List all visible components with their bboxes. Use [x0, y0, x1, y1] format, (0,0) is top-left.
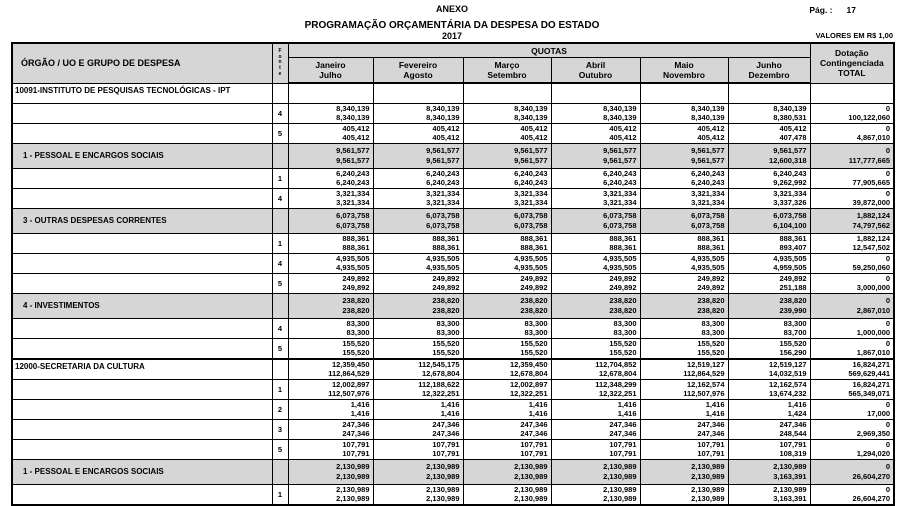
month-value-cell: 155,520 155,520: [640, 338, 728, 359]
month-value-cell: 1,416 1,416: [373, 399, 463, 419]
table-row: [12, 208, 894, 233]
org-label-cell: [12, 123, 272, 143]
month-value-cell: 107,791 107,791: [373, 439, 463, 459]
fonte-cell: 1: [272, 379, 288, 399]
month-value-cell: 12,519,127 112,864,529: [640, 359, 728, 380]
currency-note: VALORES EM R$ 1,00: [815, 31, 893, 40]
month-value-cell: 9,561,577 9,561,577: [373, 143, 463, 168]
org-label-cell: 12000-SECRETARIA DA CULTURA: [12, 359, 272, 380]
table-row: [12, 419, 894, 439]
month-value-cell: 107,791 107,791: [463, 439, 551, 459]
table-row: [12, 439, 894, 459]
month-value-cell: 12,002,897 12,322,251: [463, 379, 551, 399]
month-value-cell: 238,820 238,820: [463, 293, 551, 318]
table-row: [12, 273, 894, 293]
month-value-cell: 2,130,989 2,130,989: [640, 459, 728, 484]
table-row: [12, 83, 894, 103]
month-value-cell: 1,416 1,416: [640, 399, 728, 419]
month-value-cell: 2,130,989 3,163,391: [728, 459, 810, 484]
month-value-cell: 12,002,897 112,507,976: [288, 379, 373, 399]
month-value-cell: 83,300 83,300: [551, 318, 640, 338]
month-value-cell: 8,340,139 8,340,139: [640, 103, 728, 123]
month-value-cell: 83,300 83,700: [728, 318, 810, 338]
month-value-cell: 238,820 238,820: [640, 293, 728, 318]
month-value-cell: 888,361 888,361: [463, 233, 551, 253]
total-value-cell: 0 117,777,665: [810, 143, 894, 168]
fonte-cell: 1: [272, 233, 288, 253]
month-value-cell: 888,361 893,407: [728, 233, 810, 253]
table-row: [12, 103, 894, 123]
month-value-cell: 249,892 251,188: [728, 273, 810, 293]
fonte-cell: 5: [272, 273, 288, 293]
org-label-cell: [12, 318, 272, 338]
month-value-cell: 155,520 155,520: [463, 338, 551, 359]
month-value-cell: 112,188,622 12,322,251: [373, 379, 463, 399]
org-label-cell: [12, 233, 272, 253]
fonte-cell: [272, 143, 288, 168]
month-value-cell: 83,300 83,300: [373, 318, 463, 338]
total-value-cell: 1,882,124 74,797,562: [810, 208, 894, 233]
month-value-cell: 238,820 238,820: [373, 293, 463, 318]
month-value-cell: 8,340,139 8,340,139: [551, 103, 640, 123]
month-value-cell: 4,935,505 4,935,505: [288, 253, 373, 273]
month-value-cell: 249,892 249,892: [463, 273, 551, 293]
fonte-cell: [272, 359, 288, 380]
month-value-cell: 83,300 83,300: [463, 318, 551, 338]
month-value-cell: 2,130,989 2,130,989: [463, 459, 551, 484]
month-value-cell: 247,346 247,346: [373, 419, 463, 439]
month-value-cell: 6,073,758 6,073,758: [551, 208, 640, 233]
month-value-cell: 155,520 155,520: [551, 338, 640, 359]
month-value-cell: [463, 83, 551, 103]
month-value-cell: 3,321,334 3,337,326: [728, 188, 810, 208]
table-row: [12, 318, 894, 338]
month-value-cell: 247,346 247,346: [551, 419, 640, 439]
table-row: [12, 359, 894, 380]
fonte-cell: [272, 293, 288, 318]
org-label-cell: [12, 103, 272, 123]
table-body: [12, 83, 894, 505]
fonte-cell: 1: [272, 484, 288, 505]
org-label-cell: [12, 273, 272, 293]
month-value-cell: 6,073,758 6,073,758: [373, 208, 463, 233]
page-label: Pág. :: [809, 5, 833, 15]
month-value-cell: 3,321,334 3,321,334: [373, 188, 463, 208]
fonte-cell: 4: [272, 318, 288, 338]
total-value-cell: 0 77,905,665: [810, 168, 894, 188]
month-value-cell: 9,561,577 9,561,577: [551, 143, 640, 168]
total-value-cell: 0 4,867,010: [810, 123, 894, 143]
table-row: [12, 338, 894, 359]
month-value-cell: 12,162,574 112,507,976: [640, 379, 728, 399]
month-value-cell: 6,240,243 6,240,243: [373, 168, 463, 188]
total-value-cell: 0 100,122,060: [810, 103, 894, 123]
month-value-cell: 6,073,758 6,073,758: [463, 208, 551, 233]
month-value-cell: 12,519,127 14,032,519: [728, 359, 810, 380]
month-header-abril-outubro: Abril Outubro: [551, 58, 640, 84]
org-label-cell: [12, 484, 272, 505]
month-value-cell: 6,073,758 6,073,758: [640, 208, 728, 233]
month-value-cell: 155,520 156,290: [728, 338, 810, 359]
month-value-cell: 6,240,243 9,262,992: [728, 168, 810, 188]
month-value-cell: 8,340,139 8,340,139: [373, 103, 463, 123]
month-value-cell: 4,935,505 4,935,505: [640, 253, 728, 273]
month-value-cell: 888,361 888,361: [551, 233, 640, 253]
table-row: [12, 143, 894, 168]
total-value-cell: 16,824,271 569,629,441: [810, 359, 894, 380]
month-value-cell: 405,412 405,412: [373, 123, 463, 143]
total-value-cell: 0 26,604,270: [810, 459, 894, 484]
table-row: [12, 459, 894, 484]
total-value-cell: [810, 83, 894, 103]
month-header-junho-dezembro: Junho Dezembro: [728, 58, 810, 84]
month-value-cell: 888,361 888,361: [373, 233, 463, 253]
table-header: [12, 43, 894, 83]
month-value-cell: 405,412 405,412: [551, 123, 640, 143]
month-value-cell: 1,416 1,416: [463, 399, 551, 419]
month-value-cell: 238,820 238,820: [551, 293, 640, 318]
month-value-cell: 9,561,577 9,561,577: [288, 143, 373, 168]
fonte-cell: [272, 83, 288, 103]
month-value-cell: 405,412 405,412: [463, 123, 551, 143]
fonte-cell: 4: [272, 188, 288, 208]
month-value-cell: 888,361 888,361: [640, 233, 728, 253]
page-number-label: [809, 5, 856, 15]
org-label-cell: [12, 399, 272, 419]
month-value-cell: 249,892 249,892: [551, 273, 640, 293]
org-label-cell: [12, 188, 272, 208]
month-value-cell: 3,321,334 3,321,334: [551, 188, 640, 208]
month-value-cell: 247,346 248,544: [728, 419, 810, 439]
month-value-cell: 107,791 108,319: [728, 439, 810, 459]
fonte-cell: 5: [272, 439, 288, 459]
org-label-cell: [12, 168, 272, 188]
quotas-header: QUOTAS: [288, 43, 810, 58]
month-value-cell: 107,791 107,791: [551, 439, 640, 459]
page-number: 17: [846, 5, 856, 15]
table-row: [12, 233, 894, 253]
fonte-cell: 1: [272, 168, 288, 188]
table-row: [12, 399, 894, 419]
month-value-cell: 112,348,299 12,322,251: [551, 379, 640, 399]
month-value-cell: 9,561,577 12,600,318: [728, 143, 810, 168]
month-value-cell: 4,935,505 4,935,505: [373, 253, 463, 273]
document-year: 2017: [441, 31, 463, 41]
org-label-cell: [12, 253, 272, 273]
org-label-cell: [12, 338, 272, 359]
total-value-cell: 0 17,000: [810, 399, 894, 419]
table-row: [12, 293, 894, 318]
month-value-cell: 249,892 249,892: [640, 273, 728, 293]
fonte-cell: 5: [272, 338, 288, 359]
month-value-cell: 2,130,989 2,130,989: [640, 484, 728, 505]
month-value-cell: 238,820 239,990: [728, 293, 810, 318]
table-row: [12, 484, 894, 505]
month-value-cell: 6,073,758 6,104,100: [728, 208, 810, 233]
total-value-cell: 0 59,250,060: [810, 253, 894, 273]
total-value-cell: 0 39,872,000: [810, 188, 894, 208]
month-header-maio-novembro: Maio Novembro: [640, 58, 728, 84]
month-value-cell: 112,704,852 12,678,804: [551, 359, 640, 380]
month-value-cell: [640, 83, 728, 103]
month-value-cell: 2,130,989 2,130,989: [373, 484, 463, 505]
org-label-cell: [12, 379, 272, 399]
month-value-cell: 107,791 107,791: [288, 439, 373, 459]
month-value-cell: 155,520 155,520: [288, 338, 373, 359]
month-value-cell: 8,340,139 8,380,531: [728, 103, 810, 123]
month-value-cell: [288, 83, 373, 103]
month-value-cell: 247,346 247,346: [463, 419, 551, 439]
month-value-cell: 405,412 405,412: [288, 123, 373, 143]
month-value-cell: 2,130,989 2,130,989: [551, 459, 640, 484]
total-value-cell: 0 3,000,000: [810, 273, 894, 293]
fonte-column-header: F o n t e: [272, 43, 288, 83]
group-label-cell: 1 - PESSOAL E ENCARGOS SOCIAIS: [12, 459, 272, 484]
group-label-cell: 1 - PESSOAL E ENCARGOS SOCIAIS: [12, 143, 272, 168]
month-value-cell: 4,935,505 4,959,505: [728, 253, 810, 273]
month-value-cell: 107,791 107,791: [640, 439, 728, 459]
month-value-cell: [551, 83, 640, 103]
month-value-cell: 6,073,758 6,073,758: [288, 208, 373, 233]
month-value-cell: 888,361 888,361: [288, 233, 373, 253]
month-value-cell: [373, 83, 463, 103]
total-value-cell: 0 1,294,020: [810, 439, 894, 459]
table-row: [12, 253, 894, 273]
month-value-cell: 247,346 247,346: [640, 419, 728, 439]
month-value-cell: 4,935,505 4,935,505: [463, 253, 551, 273]
org-label-cell: 10091-INSTITUTO DE PESQUISAS TECNOLÓGICAS - IPT: [12, 83, 272, 103]
month-value-cell: 12,162,574 13,674,232: [728, 379, 810, 399]
month-value-cell: 12,359,450 112,864,529: [288, 359, 373, 380]
month-value-cell: 1,416 1,424: [728, 399, 810, 419]
month-value-cell: 83,300 83,300: [288, 318, 373, 338]
month-value-cell: 83,300 83,300: [640, 318, 728, 338]
anexo-heading: ANEXO: [435, 4, 468, 14]
budget-table: [11, 42, 895, 506]
month-value-cell: 1,416 1,416: [288, 399, 373, 419]
fonte-cell: [272, 459, 288, 484]
month-value-cell: 2,130,989 2,130,989: [463, 484, 551, 505]
group-label-cell: 3 - OUTRAS DESPESAS CORRENTES: [12, 208, 272, 233]
month-value-cell: 9,561,577 9,561,577: [463, 143, 551, 168]
month-value-cell: 155,520 155,520: [373, 338, 463, 359]
month-value-cell: 405,412 407,478: [728, 123, 810, 143]
month-header-janeiro-julho: Janeiro Julho: [288, 58, 373, 84]
month-value-cell: 2,130,989 2,130,989: [373, 459, 463, 484]
month-value-cell: 8,340,139 8,340,139: [288, 103, 373, 123]
org-column-header: ÓRGÃO / UO E GRUPO DE DESPESA: [12, 43, 272, 83]
month-value-cell: 1,416 1,416: [551, 399, 640, 419]
month-value-cell: 2,130,989 2,130,989: [551, 484, 640, 505]
fonte-cell: 2: [272, 399, 288, 419]
month-value-cell: 3,321,334 3,321,334: [640, 188, 728, 208]
month-header-fevereiro-agosto: Fevereiro Agosto: [373, 58, 463, 84]
total-value-cell: 1,882,124 12,547,502: [810, 233, 894, 253]
month-value-cell: 112,545,175 12,678,804: [373, 359, 463, 380]
month-value-cell: [728, 83, 810, 103]
month-value-cell: 249,892 249,892: [288, 273, 373, 293]
month-value-cell: 238,820 238,820: [288, 293, 373, 318]
month-header-marco-setembro: Março Setembro: [463, 58, 551, 84]
org-label-cell: [12, 419, 272, 439]
total-value-cell: 0 2,867,010: [810, 293, 894, 318]
month-value-cell: 405,412 405,412: [640, 123, 728, 143]
fonte-cell: 3: [272, 419, 288, 439]
fonte-cell: [272, 208, 288, 233]
month-value-cell: 3,321,334 3,321,334: [288, 188, 373, 208]
group-label-cell: 4 - INVESTIMENTOS: [12, 293, 272, 318]
total-value-cell: 0 2,969,350: [810, 419, 894, 439]
month-value-cell: 6,240,243 6,240,243: [551, 168, 640, 188]
month-value-cell: 2,130,989 2,130,989: [288, 484, 373, 505]
fonte-cell: 4: [272, 253, 288, 273]
total-value-cell: 0 26,604,270: [810, 484, 894, 505]
fonte-cell: 5: [272, 123, 288, 143]
month-value-cell: 6,240,243 6,240,243: [640, 168, 728, 188]
month-value-cell: 249,892 249,892: [373, 273, 463, 293]
month-value-cell: 3,321,334 3,321,334: [463, 188, 551, 208]
total-value-cell: 0 1,867,010: [810, 338, 894, 359]
month-value-cell: 2,130,989 3,163,391: [728, 484, 810, 505]
month-value-cell: 12,359,450 12,678,804: [463, 359, 551, 380]
document-title: PROGRAMAÇÃO ORÇAMENTÁRIA DA DESPESA DO ESTADO: [304, 20, 600, 31]
table-row: [12, 123, 894, 143]
total-value-cell: 16,824,271 565,349,071: [810, 379, 894, 399]
month-value-cell: 6,240,243 6,240,243: [463, 168, 551, 188]
month-value-cell: 4,935,505 4,935,505: [551, 253, 640, 273]
table-row: [12, 168, 894, 188]
fonte-cell: 4: [272, 103, 288, 123]
month-value-cell: 247,346 247,346: [288, 419, 373, 439]
table-row: [12, 188, 894, 208]
total-column-header: Dotação Contingenciada TOTAL: [810, 43, 894, 83]
month-value-cell: 9,561,577 9,561,577: [640, 143, 728, 168]
org-label-cell: [12, 439, 272, 459]
table-row: [12, 379, 894, 399]
month-value-cell: 2,130,989 2,130,989: [288, 459, 373, 484]
month-value-cell: 6,240,243 6,240,243: [288, 168, 373, 188]
month-value-cell: 8,340,139 8,340,139: [463, 103, 551, 123]
total-value-cell: 0 1,000,000: [810, 318, 894, 338]
